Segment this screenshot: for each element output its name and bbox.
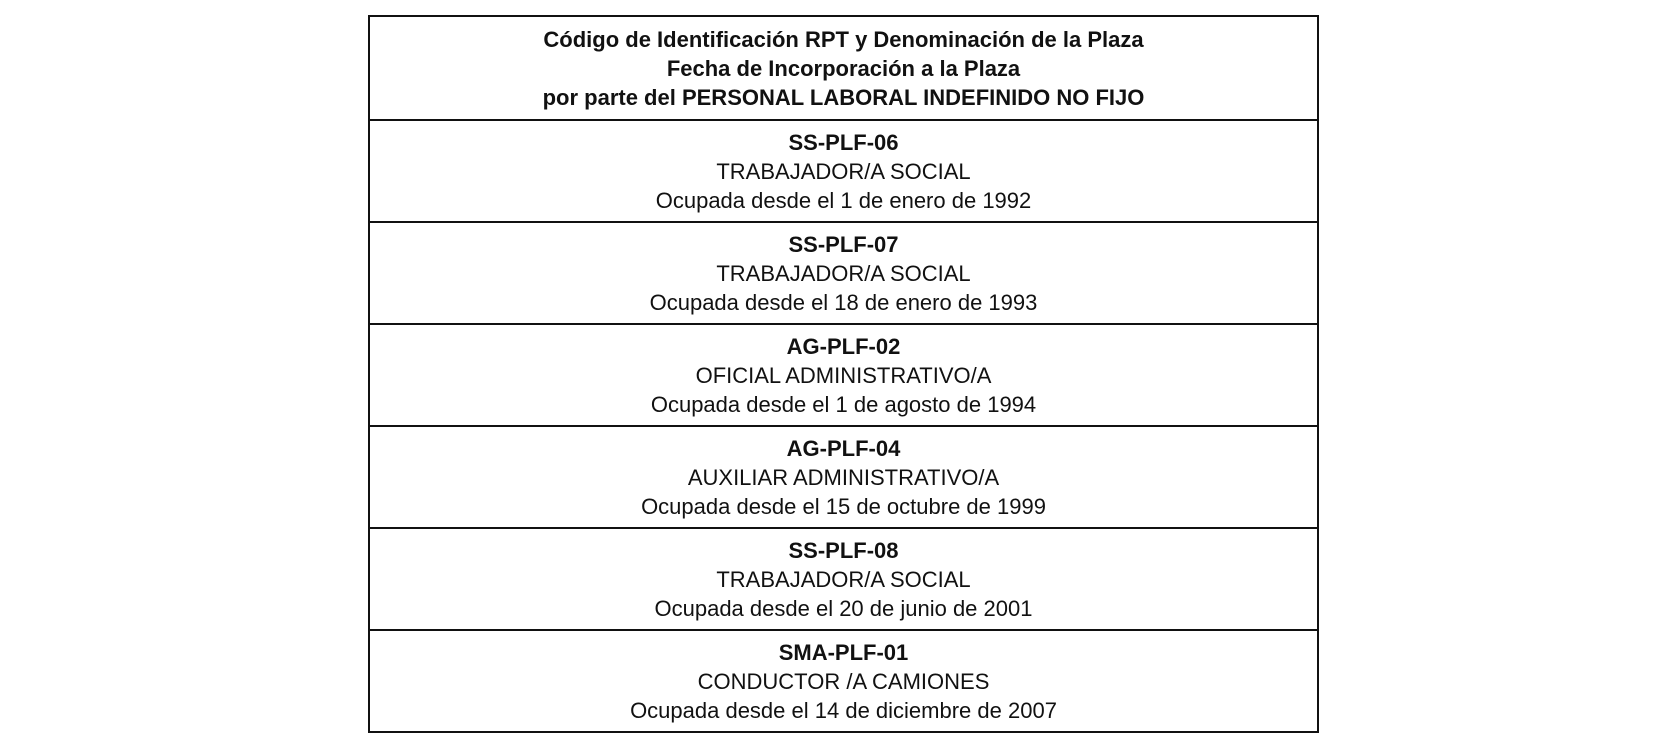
position-title: TRABAJADOR/A SOCIAL <box>716 566 971 592</box>
header-line-1: Código de Identificación RPT y Denominación de la Plaza <box>543 26 1144 52</box>
position-title: OFICIAL ADMINISTRATIVO/A <box>695 362 992 388</box>
table-row <box>370 323 1317 425</box>
position-date: Ocupada desde el 20 de junio de 2001 <box>654 595 1033 621</box>
header-line-3: por parte del PERSONAL LABORAL INDEFINIDO NO FIJO <box>542 84 1145 110</box>
table-row <box>370 119 1317 221</box>
positions-table <box>368 15 1319 733</box>
position-title: AUXILIAR ADMINISTRATIVO/A <box>687 464 1000 490</box>
table-row <box>370 425 1317 527</box>
position-code: SS-PLF-07 <box>788 231 899 257</box>
position-date: Ocupada desde el 14 de diciembre de 2007 <box>630 697 1057 723</box>
position-date: Ocupada desde el 18 de enero de 1993 <box>649 289 1038 315</box>
position-title: TRABAJADOR/A SOCIAL <box>716 158 971 184</box>
position-code: AG-PLF-04 <box>786 435 901 461</box>
position-code: AG-PLF-02 <box>786 333 901 359</box>
header-line-2: Fecha de Incorporación a la Plaza <box>666 55 1021 81</box>
position-title: CONDUCTOR /A CAMIONES <box>697 668 990 694</box>
table-row <box>370 527 1317 629</box>
position-code: SMA-PLF-01 <box>778 639 909 665</box>
table-row <box>370 221 1317 323</box>
position-date: Ocupada desde el 1 de agosto de 1994 <box>650 391 1037 417</box>
position-code: SS-PLF-06 <box>788 129 899 155</box>
position-date: Ocupada desde el 15 de octubre de 1999 <box>641 493 1046 519</box>
position-code: SS-PLF-08 <box>788 537 899 563</box>
table-row <box>370 629 1317 731</box>
position-title: TRABAJADOR/A SOCIAL <box>716 260 971 286</box>
position-date: Ocupada desde el 1 de enero de 1992 <box>655 187 1032 213</box>
table-header <box>370 17 1317 119</box>
